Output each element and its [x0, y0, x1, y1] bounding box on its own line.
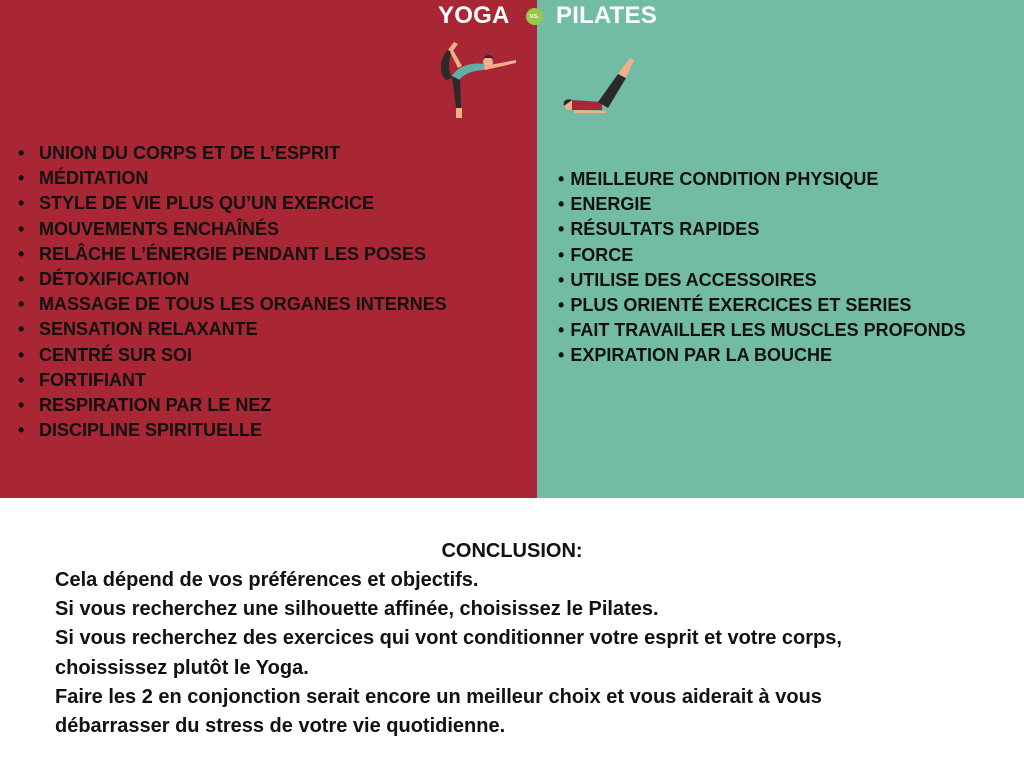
- pilates-list-item: [558, 318, 966, 343]
- pilates-list-item-label: RÉSULTATS RAPIDES: [570, 219, 760, 240]
- bullet-icon: •: [558, 169, 565, 189]
- pilates-list-item-label: PLUS ORIENTÉ EXERCICES ET SERIES: [570, 294, 912, 315]
- pilates-list-item-label: EXPIRATION PAR LA BOUCHE: [570, 345, 832, 366]
- yoga-list-item: [18, 317, 447, 342]
- pilates-list-item-label: MEILLEURE CONDITION PHYSIQUE: [570, 169, 879, 189]
- yoga-list-item-label: SENSATION RELAXANTE: [39, 319, 258, 340]
- yoga-list-item-label: STYLE DE VIE PLUS QU’UN EXERCICE: [39, 193, 375, 214]
- conclusion-line: débarrasser du stress de votre vie quotidienne.: [55, 715, 506, 738]
- conclusion-section: [0, 537, 1024, 741]
- yoga-list-item: [18, 166, 447, 191]
- yoga-list-item: [18, 393, 447, 418]
- pilates-list-item-label: UTILISE DES ACCESSOIRES: [570, 269, 817, 290]
- bullet-icon: •: [18, 143, 25, 163]
- yoga-list-item: [18, 418, 447, 443]
- bullet-icon: •: [18, 319, 25, 340]
- yoga-list-item-label: DÉTOXIFICATION: [39, 268, 190, 289]
- yoga-list-item-label: DISCIPLINE SPIRITUELLE: [39, 420, 263, 441]
- pilates-list-item: [558, 243, 966, 268]
- leg-raise-pilates-figure-icon: [556, 50, 640, 118]
- bullet-icon: •: [558, 219, 565, 240]
- title-pilates: PILATES: [556, 2, 657, 29]
- yoga-list-item: [18, 368, 447, 393]
- yoga-list-item: [18, 292, 447, 317]
- pilates-list-item: [558, 192, 966, 217]
- conclusion-line: Faire les 2 en conjonction serait encore un meilleur choix et vous aiderait à vous: [55, 685, 822, 708]
- conclusion-line: Cela dépend de vos préférences et objectifs.: [55, 569, 479, 591]
- bullet-icon: •: [558, 320, 565, 341]
- bullet-icon: •: [558, 294, 565, 315]
- pilates-list-item: [558, 217, 966, 242]
- yoga-list-item: [18, 267, 447, 292]
- bullet-icon: •: [18, 344, 25, 365]
- bullet-icon: •: [18, 218, 25, 239]
- yoga-list-item-label: RELÂCHE L’ÉNERGIE PENDANT LES POSES: [39, 243, 427, 264]
- bullet-icon: •: [18, 193, 25, 214]
- pilates-list-item: [558, 343, 966, 368]
- bullet-icon: •: [18, 268, 25, 289]
- conclusion-title: CONCLUSION:: [441, 540, 583, 562]
- bullet-icon: •: [18, 243, 25, 264]
- pilates-list-item: [558, 268, 966, 293]
- bullet-icon: •: [558, 244, 565, 265]
- pilates-list-item: [558, 167, 966, 192]
- bullet-icon: •: [18, 420, 25, 441]
- yoga-list-item: [18, 343, 447, 368]
- pilates-list-item-label: FORCE: [570, 244, 634, 265]
- yoga-list-item-label: FORTIFIANT: [39, 369, 146, 390]
- bullet-icon: •: [18, 168, 25, 189]
- yoga-list-item-label: RESPIRATION PAR LE NEZ: [39, 394, 272, 415]
- pilates-features-list: [558, 167, 966, 369]
- bullet-icon: •: [18, 369, 25, 390]
- yoga-list-item: [18, 242, 447, 267]
- bullet-icon: •: [18, 294, 25, 315]
- yoga-list-item: [18, 217, 447, 242]
- yoga-list-item-label: CENTRÉ SUR SOI: [39, 344, 193, 365]
- bullet-icon: •: [18, 394, 25, 415]
- yoga-list-item: [18, 191, 447, 216]
- bullet-icon: •: [558, 345, 565, 366]
- dancer-pose-yoga-figure-icon: [428, 36, 522, 124]
- conclusion-line: Si vous recherchez des exercices qui vont conditionner votre esprit et votre corps,: [55, 627, 842, 650]
- bullet-icon: •: [558, 194, 565, 215]
- vs-badge: vs.: [526, 8, 543, 25]
- pilates-list-item: [558, 293, 966, 318]
- conclusion-line: Si vous recherchez une silhouette affinée, choisissez le Pilates.: [55, 598, 659, 621]
- yoga-list-item-label: MOUVEMENTS ENCHAÎNÉS: [39, 218, 280, 239]
- conclusion-line: choississez plutôt le Yoga.: [55, 656, 309, 679]
- yoga-features-list: [18, 141, 447, 443]
- yoga-list-item-label: MÉDITATION: [39, 168, 149, 189]
- pilates-list-item-label: ENERGIE: [570, 194, 652, 215]
- yoga-list-item: [18, 141, 447, 166]
- pilates-list-item-label: FAIT TRAVAILLER LES MUSCLES PROFONDS: [570, 320, 966, 341]
- bullet-icon: •: [558, 269, 565, 290]
- yoga-list-item-label: UNION DU CORPS ET DE L’ESPRIT: [39, 143, 341, 163]
- yoga-list-item-label: MASSAGE DE TOUS LES ORGANES INTERNES: [39, 294, 447, 315]
- title-yoga: YOGA: [438, 2, 510, 29]
- conclusion-body: [0, 566, 1024, 741]
